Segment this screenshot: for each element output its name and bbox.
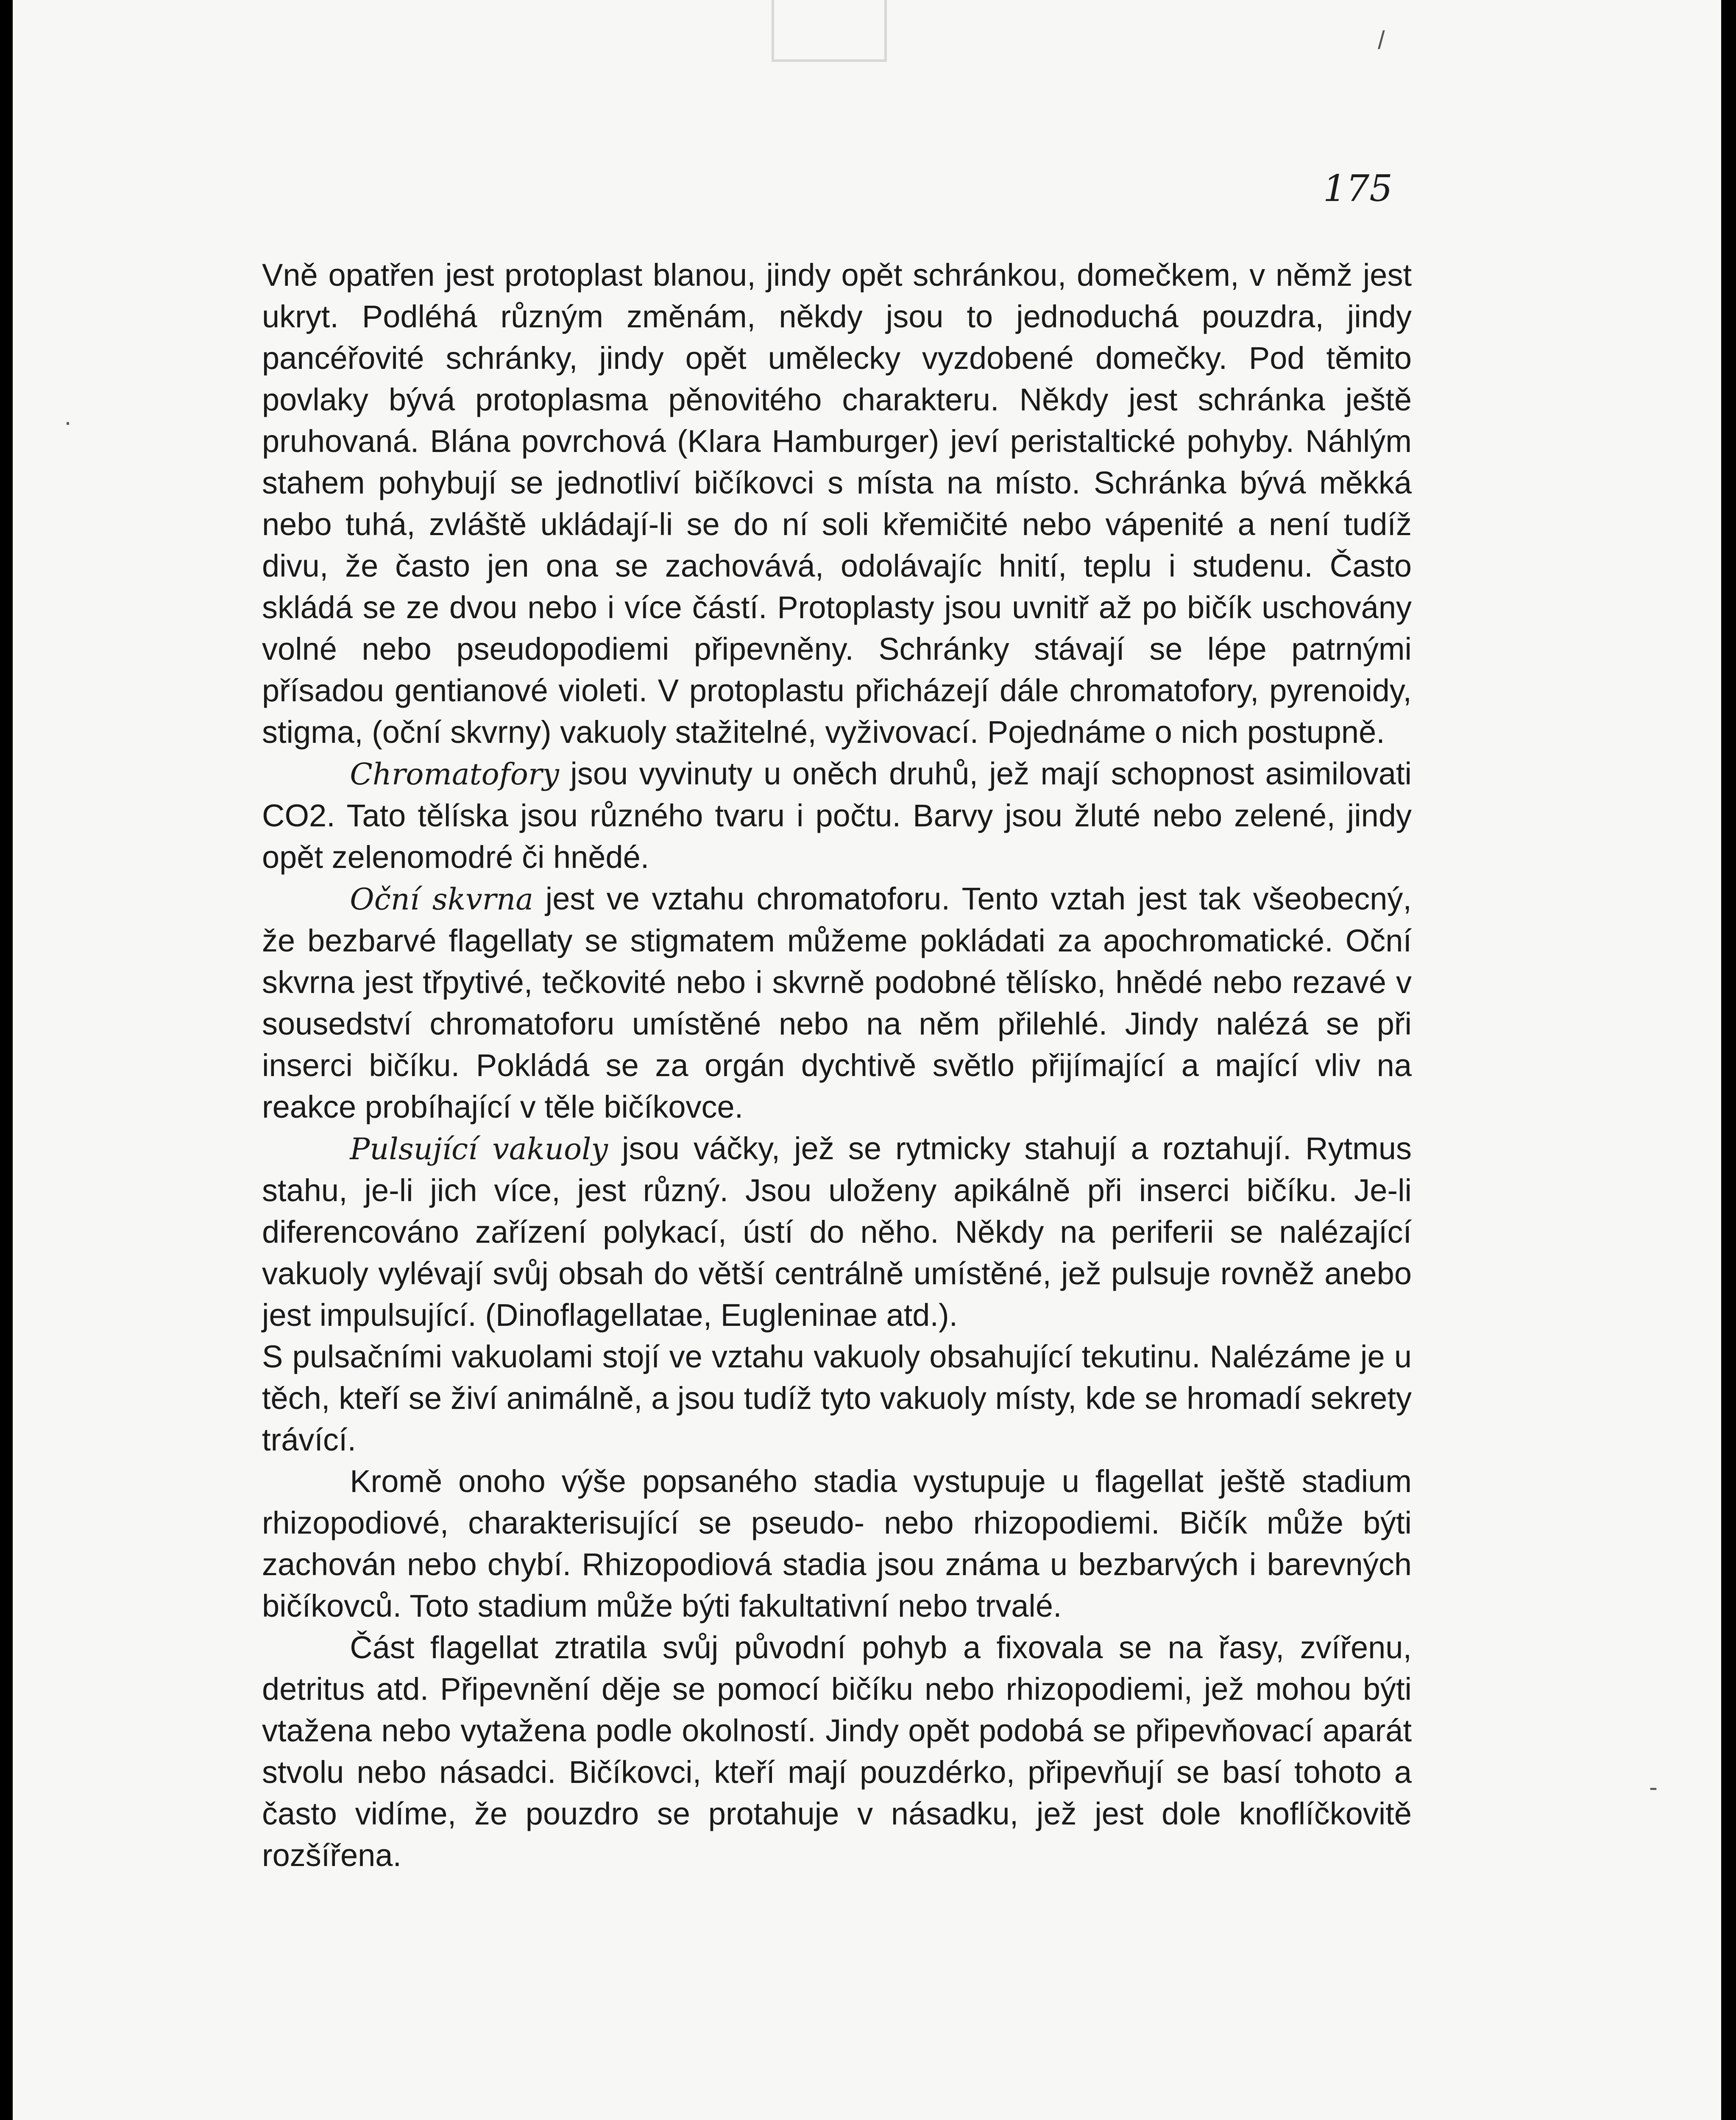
margin-slash-mark: / — [1378, 26, 1385, 54]
paragraph-text: Vně opatřen jest protoplast blanou, jindy opět schránkou, domečkem, v němž jest ukryt. Podléhá různým změnám, někdy jsou to jednoduchá pouzdra, jindy pancéřovité schránky, jindy opět umělecky vyzdobené domečky. Pod těmito povlaky bývá protoplasma pěnovitého charakteru. Někdy jest schránka ještě pruhovaná. Blána povrchová (Klara Hamburger) jeví peristaltické pohyby. Náhlým stahem pohybují se jednotliví bičíkovci s místa na místo. Schránka bývá měkká nebo tuhá, zvláště ukládají-li se do ní soli křemičité nebo vápenité a není tudíž divu, že často jen ona se zachovává, odolávajíc hnití, teplu i studenu. Často skládá se ze dvou nebo i více částí. Protoplasty jsou uvnitř až po bičík uschovány volné nebo pseudopodiemi připevněny. Schránky stávají se lépe patrnými přísadou gentianové violeti. V protoplastu přicházejí dále chromatofory, pyrenoidy, stigma, (oční skvrny) vakuoly stažitelné, vyživovací. Pojednáme o nich postupně. — [262, 257, 1412, 750]
page-number: 175 — [1323, 167, 1393, 210]
binding-mark — [772, 0, 887, 62]
term-ocni-skvrna: Oční skvrna — [350, 882, 533, 917]
paragraph-food-vacuoles — [262, 1336, 1412, 1461]
paragraph-text: jest ve vztahu chromatoforu. Tento vztah jest tak všeobecný, že bezbarvé flagellaty se stigmatem můžeme pokládati za apochromatické. Oční skvrna jest třpytivé, tečkovité nebo i skvrně podobné tělísko, hnědé nebo rezavé v sousedství chromatoforu umístěné nebo na něm přilehlé. Jindy nalézá se při inserci bičíku. Pokládá se za orgán dychtivě světlo přijímající a mající vliv na reakce probíhající v těle bičíkovce. — [262, 881, 1412, 1124]
paragraph-chromatophores — [262, 753, 1412, 878]
paragraph-text: jsou vyvinuty u oněch druhů, jež mají schopnost asimilovati CO2. Tato tělíska jsou různého tvaru i počtu. Barvy jsou žluté nebo zelené, jindy opět zelenomodré či hnědé. — [262, 756, 1412, 875]
term-pulsujici-vakuoly: Pulsující vakuoly — [350, 1132, 608, 1166]
paragraph-text: S pulsačními vakuolami stojí ve vztahu vakuoly obsahující tekutinu. Nalézáme je u těch, kteří se živí animálně, a jsou tudíž tyto vakuoly místy, kde se hromadí sekrety trávící. — [262, 1339, 1412, 1457]
paragraph-pulsating-vacuoles — [262, 1128, 1412, 1336]
paragraph-text: Kromě onoho výše popsaného stadia vystupuje u flagellat ještě stadium rhizopodiové, charakterisující se pseudo- nebo rhizopodiemi. Bičík může býti zachován nebo chybí. Rhizopodiová stadia jsou známa u bezbarvých i barevných bičíkovců. Toto stadium může býti fakultativní nebo trvalé. — [262, 1464, 1412, 1623]
body-text — [262, 254, 1412, 1876]
scanned-page — [13, 0, 1721, 2120]
paragraph-text: Část flagellat ztratila svůj původní pohyb a fixovala se na řasy, zvířenu, detritus atd. Připevnění děje se pomocí bičíku nebo rhizopodiemi, jež mohou býti vtažena nebo vytažena podle okolností. Jindy opět podobá se připevňovací aparát stvolu nebo násadci. Bičíkovci, kteří mají pouzdérko, připevňují se basí tohoto a často vidíme, že pouzdro se protahuje v násadku, jež jest dole knoflíčkovitě rozšířena. — [262, 1630, 1412, 1873]
paragraph-eye-spot — [262, 878, 1412, 1128]
margin-dash-mark: - — [1649, 1773, 1658, 1801]
margin-dot-mark: · — [64, 407, 72, 436]
term-chromatofory: Chromatofory — [350, 757, 559, 792]
paragraph-protoplast-envelope — [262, 254, 1412, 753]
paragraph-rhizopodial-stage — [262, 1461, 1412, 1627]
paragraph-text: jsou váčky, jež se rytmicky stahují a roztahují. Rytmus stahu, je-li jich více, jest různý. Jsou uloženy apikálně při inserci bičíku. Je-li diferencováno zařízení polykací, ústí do něho. Někdy na periferii se nalézající vakuoly vylévají svůj obsah do větší centrálně umístěné, jež pulsuje rovněž anebo jest impulsující. (Dinoflagellatae, Eugleninae atd.). — [262, 1131, 1412, 1333]
paragraph-attachment — [262, 1627, 1412, 1876]
